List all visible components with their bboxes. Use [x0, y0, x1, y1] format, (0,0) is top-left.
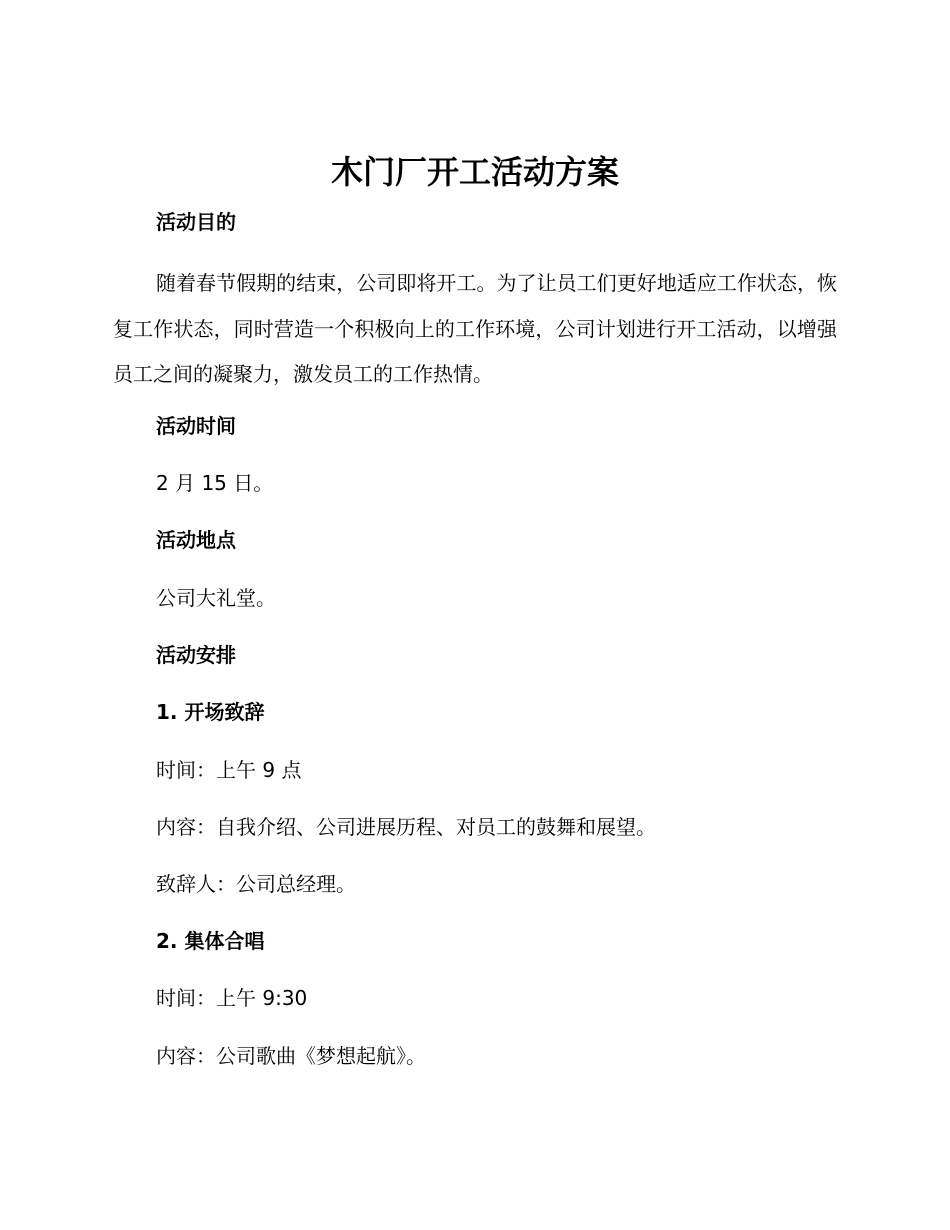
- section-heading-time: 活动时间: [156, 414, 236, 438]
- schedule-item-chorus-content: 内容：公司歌曲《梦想起航》。: [156, 1044, 426, 1068]
- schedule-item-opening-time: 时间：上午 9 点: [156, 758, 302, 782]
- section-heading-schedule: 活动安排: [156, 643, 236, 667]
- schedule-item-chorus-heading: 2. 集体合唱: [156, 929, 265, 953]
- document-title: 木门厂开工活动方案: [330, 153, 619, 191]
- section-heading-place: 活动地点: [156, 528, 236, 552]
- schedule-item-opening-heading: 1. 开场致辞: [156, 700, 265, 724]
- schedule-item-opening-speaker: 致辞人：公司总经理。: [156, 872, 356, 896]
- place-paragraph: 公司大礼堂。: [156, 586, 276, 610]
- time-paragraph: 2 月 15 日。: [156, 471, 274, 495]
- purpose-paragraph: 随着春节假期的结束，公司即将开工。为了让员工们更好地适应工作状态，恢复工作状态，同时营造一个积极向上的工作环境，公司计划进行开工活动，以增强员工之间的凝聚力，激发员工的工作热情。: [113, 271, 837, 386]
- schedule-item-opening-content: 内容：自我介绍、公司进展历程、对员工的鼓舞和展望。: [156, 815, 656, 839]
- schedule-item-chorus-time: 时间：上午 9:30: [156, 986, 308, 1010]
- section-heading-purpose: 活动目的: [156, 210, 236, 234]
